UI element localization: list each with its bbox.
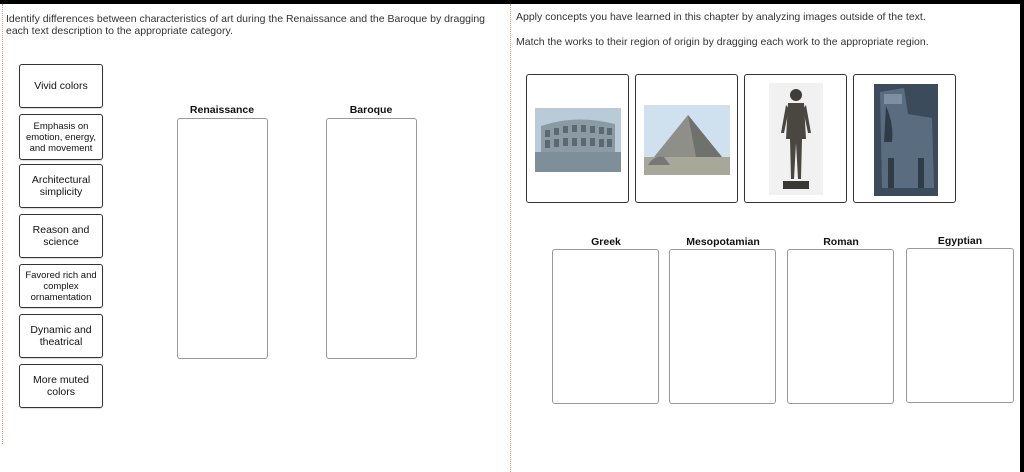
card-emphasis-emotion[interactable]: Emphasis on emotion, energy, and movement xyxy=(19,114,103,160)
statue-card[interactable] xyxy=(744,74,847,203)
mesopotamian-dropzone[interactable] xyxy=(669,249,776,404)
left-instruction: Identify differences between characteristics of art during the Renaissance and the Baroque by dragging each text description to the appropriate category. xyxy=(6,13,486,37)
pyramid-card[interactable] xyxy=(635,74,738,203)
right-instruction-2: Match the works to their region of origin by dragging each work to the appropriate region. xyxy=(516,36,929,48)
card-architectural-simplicity[interactable]: Architectural simplicity xyxy=(19,164,103,208)
baroque-dropzone[interactable] xyxy=(326,118,417,359)
renaissance-dropzone[interactable] xyxy=(177,118,268,359)
colosseum-image-icon xyxy=(535,108,621,172)
card-muted-colors[interactable]: More muted colors xyxy=(19,364,103,408)
mesopotamian-heading: Mesopotamian xyxy=(686,236,760,248)
activity-page xyxy=(0,4,1020,472)
greek-dropzone[interactable] xyxy=(552,249,659,404)
card-rich-ornamentation[interactable]: Favored rich and complex ornamentation xyxy=(19,264,103,308)
region-matching-panel xyxy=(511,4,1020,472)
roman-heading: Roman xyxy=(823,236,859,248)
baroque-heading: Baroque xyxy=(349,104,393,116)
right-instruction-1: Apply concepts you have learned in this chapter by analyzing images outside of the text. xyxy=(516,11,926,23)
card-vivid-colors[interactable]: Vivid colors xyxy=(19,64,103,108)
roman-dropzone[interactable] xyxy=(787,249,894,404)
card-dynamic-theatrical[interactable]: Dynamic and theatrical xyxy=(19,314,103,358)
egyptian-heading: Egyptian xyxy=(937,235,983,247)
card-reason-science[interactable]: Reason and science xyxy=(19,214,103,258)
bronze-statue-image-icon xyxy=(769,83,823,195)
egyptian-dropzone[interactable] xyxy=(906,248,1014,403)
pyramid-sphinx-image-icon xyxy=(644,105,730,175)
lamassu-card[interactable] xyxy=(853,74,956,203)
renaissance-heading: Renaissance xyxy=(189,104,255,116)
colosseum-card[interactable] xyxy=(526,74,629,203)
left-border xyxy=(2,4,3,444)
lamassu-image-icon xyxy=(874,84,938,196)
greek-heading: Greek xyxy=(591,236,621,248)
renaissance-baroque-panel xyxy=(0,4,511,472)
